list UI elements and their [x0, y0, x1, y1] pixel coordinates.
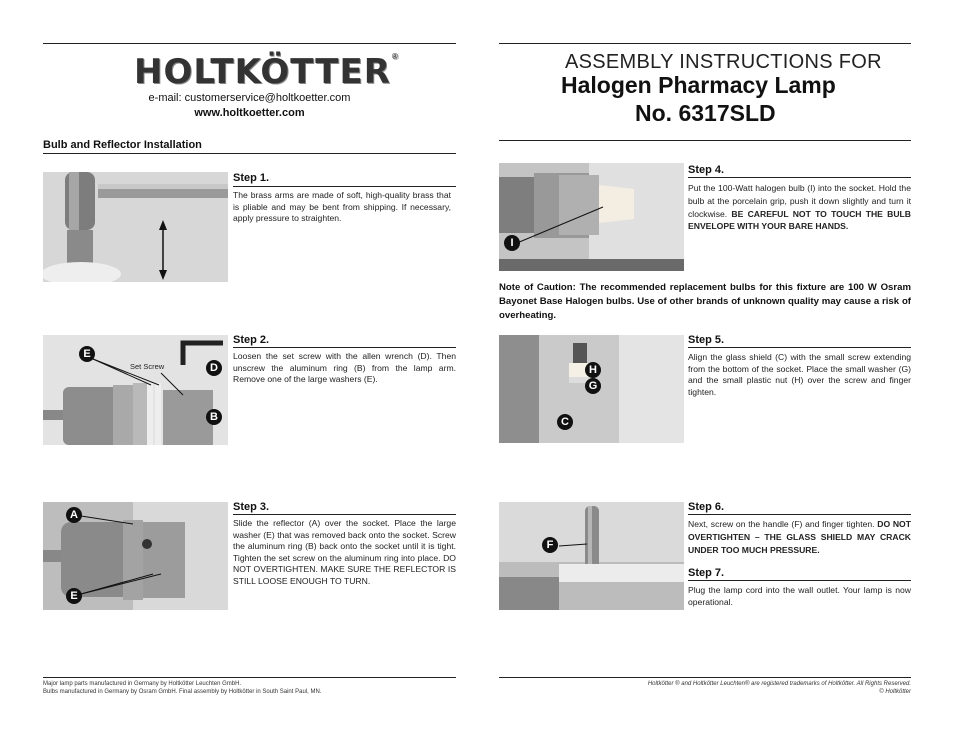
- step5-rule: [688, 347, 911, 348]
- step4-warning: BE CAREFUL NOT TO TOUCH THE BULB ENVELOPE WITH YOUR BARE HANDS.: [688, 208, 911, 232]
- label-a-step3: A: [66, 507, 82, 523]
- label-e-step2: E: [79, 346, 95, 362]
- bulb-illustration: [499, 163, 684, 271]
- step7-rule: [688, 580, 911, 581]
- label-h-step5: H: [585, 362, 601, 378]
- step3-rule: [233, 514, 456, 515]
- set-screw-label: Set Screw: [130, 362, 165, 371]
- email-address: e-mail: customerservice@holtkoetter.com: [148, 92, 351, 104]
- label-f-step6: F: [542, 537, 558, 553]
- step3-photo: [43, 502, 228, 610]
- footer-bulbs-note: Bulbs manufactured in Germany by Osram GmbH. Final assembly by Holtkötter in South Saint Paul, MN.: [43, 689, 322, 695]
- step4-text: Put the 100-Watt halogen bulb (I) into the socket. Hold the bulb at the porcelain grip, push it down slightly and turn it clockwise.: [688, 183, 911, 219]
- step1-text: The brass arms are made of soft, high-quality brass that is pliable and may be bent from shipping. If necessary, apply pressure to straighten.: [233, 190, 451, 224]
- footer-copyright: © Holtkötter: [879, 689, 911, 695]
- step2-rule: [233, 347, 456, 348]
- step5-text: Align the glass shield (C) with the small screw extending from the bottom of the socket. Place the small washer (G) and the small plastic nut (H) over the screw and finger tighten.: [688, 352, 911, 397]
- footer-right: [499, 680, 911, 696]
- step1-rule: [233, 186, 456, 187]
- brand-logo: HOLTKÖTTER®: [134, 52, 400, 92]
- top-rule-left: [43, 43, 456, 44]
- footer-rule-left: [43, 677, 456, 678]
- step6-warning: DO NOT OVERTIGHTEN – THE GLASS SHIELD MAY CRACK UNDER TOO MUCH PRESSURE.: [688, 519, 911, 555]
- step4-title: Step 4.: [688, 164, 725, 176]
- step6-text: Next, screw on the handle (F) and finger tighten.: [688, 519, 875, 529]
- step2-text: Loosen the set screw with the allen wrench (D). Then unscrew the aluminum ring (B) from the lamp arm. Remove one of the large washers (E).: [233, 351, 456, 385]
- footer-left: [43, 680, 463, 696]
- footer-trademark-note: Holtkötter ® and Holtkötter Leuchten® are registered trademarks of Holtkötter. All Rights Reserved.: [647, 681, 911, 687]
- step2-title: Step 2.: [233, 334, 270, 346]
- step6-title: Step 6.: [688, 501, 725, 513]
- label-c-step5: C: [557, 414, 573, 430]
- step7-text: Plug the lamp cord into the wall outlet. Your lamp is now operational.: [688, 585, 911, 607]
- step1-title: Step 1.: [233, 172, 270, 184]
- step3-text: Slide the reflector (A) over the socket. Place the large washer (E) that was removed back onto the socket. Screw the aluminum ring (B) back onto the socket until it is tight. Tighten the set screw on the aluminum ring into place. DO NOT OVERTIGHTEN. MAKE SURE THE REFLECTOR IS STILL LOOSE ENOUGH TO TURN.: [233, 518, 456, 586]
- footer-rule-right: [499, 677, 911, 678]
- step6-photo: [499, 502, 684, 610]
- label-d-step2: D: [206, 360, 222, 376]
- step7-title: Step 7.: [688, 567, 725, 579]
- step5-title: Step 5.: [688, 334, 725, 346]
- label-b-step2: B: [206, 409, 222, 425]
- top-rule-right: [499, 43, 911, 44]
- socket-ring-illustration: [43, 335, 228, 445]
- step3-title: Step 3.: [233, 501, 270, 513]
- step4-rule: [688, 177, 911, 178]
- caution-note: Note of Caution: The recommended replacement bulbs for this fixture are 100 W Osram Bayonet Base Halogen bulbs. Use of other brands of unknown quality may cause a risk of overheating.: [499, 282, 911, 321]
- handle-illustration: [499, 502, 684, 610]
- title-rule: [499, 140, 911, 141]
- section-title: Bulb and Reflector Installation: [43, 139, 202, 151]
- step5-photo: [499, 335, 684, 443]
- step2-photo: [43, 335, 228, 445]
- label-g-step5: G: [585, 378, 601, 394]
- step1-photo: [43, 172, 228, 282]
- step4-photo: [499, 163, 684, 271]
- label-i-step4: I: [504, 235, 520, 251]
- label-e-step3: E: [66, 588, 82, 604]
- section-rule: [43, 153, 456, 154]
- footer-manufacturing-note: Major lamp parts manufactured in Germany by Holtkötter Leuchten GmbH.: [43, 681, 242, 687]
- title-line-2: Halogen Pharmacy Lamp: [561, 72, 836, 98]
- title-line-1: ASSEMBLY INSTRUCTIONS FOR: [565, 51, 882, 73]
- title-line-3: No. 6317SLD: [635, 100, 776, 126]
- lamp-arm-illustration: [43, 172, 228, 282]
- step6-rule: [688, 514, 911, 515]
- website-link: www.holtkoetter.com: [194, 107, 305, 119]
